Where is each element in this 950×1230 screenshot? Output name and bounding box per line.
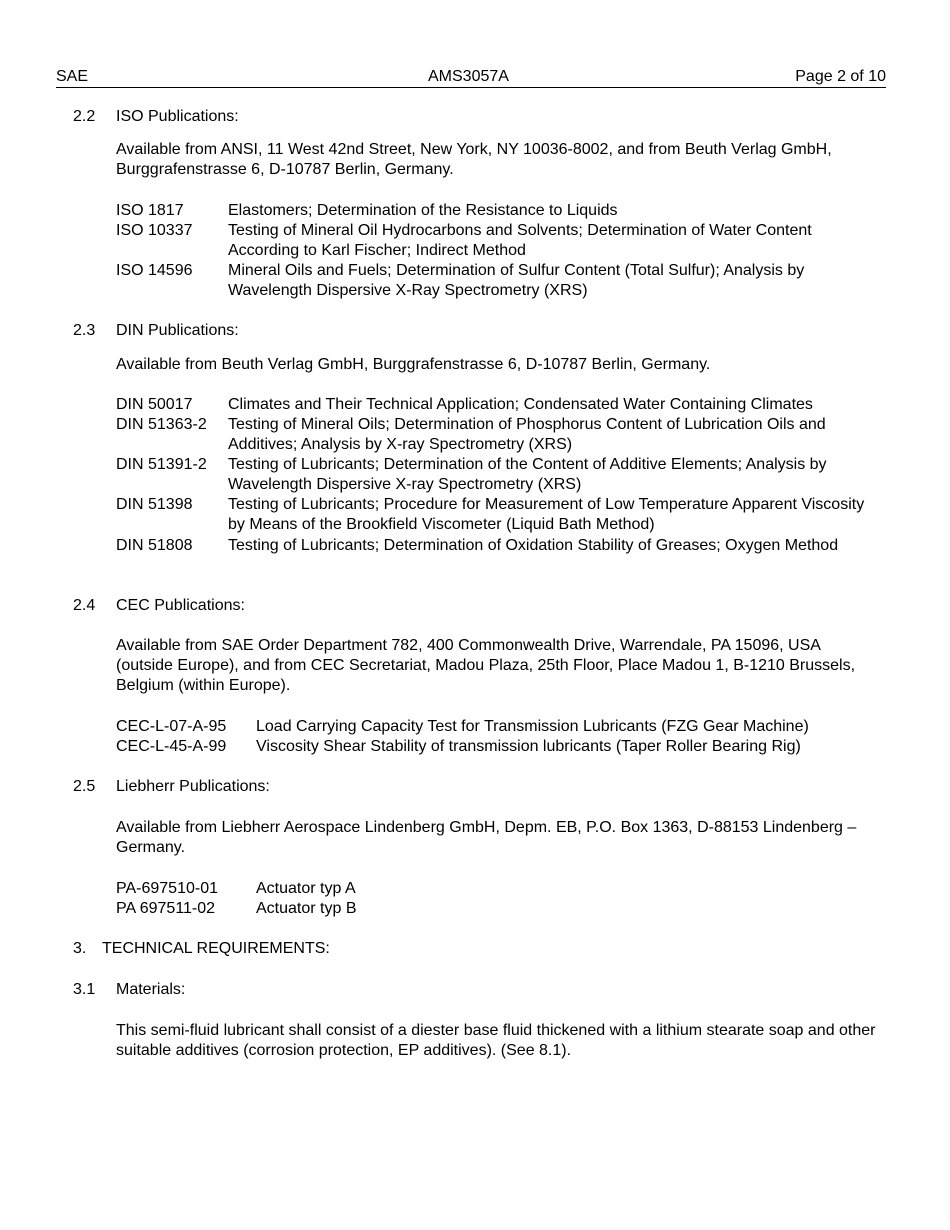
reference-code: CEC-L-07-A-95 — [116, 718, 227, 735]
reference-code: ISO 1817 — [116, 202, 184, 219]
reference-description: Testing of Lubricants; Determination of the Content of Additive Elements; Analysis by Wavelength Dispersive X-ray Spectrometry (XRS) — [228, 456, 827, 493]
page-header — [56, 67, 886, 88]
header-document-number: AMS3057A — [428, 68, 509, 85]
section-title: DIN Publications: — [116, 322, 239, 339]
reference-description: Actuator typ A — [256, 880, 356, 897]
reference-description: Testing of Lubricants; Determination of Oxidation Stability of Greases; Oxygen Method — [228, 537, 839, 554]
reference-description: Actuator typ B — [256, 900, 357, 917]
section-title: ISO Publications: — [116, 108, 239, 125]
reference-description: Testing of Mineral Oils; Determination of Phosphorus Content of Lubrication Oils and Additives; Analysis by X-ray Spectrometry (XRS) — [228, 416, 826, 453]
section-title: Liebherr Publications: — [116, 778, 270, 795]
section-title: CEC Publications: — [116, 597, 245, 614]
header-organization: SAE — [56, 68, 89, 85]
header-page-number: Page 2 of 10 — [795, 68, 886, 85]
section-number: 3.1 — [73, 981, 96, 998]
reference-description: Viscosity Shear Stability of transmission lubricants (Taper Roller Bearing Rig) — [256, 738, 801, 755]
availability-paragraph: Available from Liebherr Aerospace Lindenberg GmbH, Depm. EB, P.O. Box 1363, D-88153 Lindenberg – Germany. — [116, 819, 857, 856]
reference-description: Elastomers; Determination of the Resistance to Liquids — [228, 202, 618, 219]
reference-description: Climates and Their Technical Application; Condensated Water Containing Climates — [228, 396, 813, 413]
section-number: 3. — [73, 940, 87, 957]
reference-description: Testing of Mineral Oil Hydrocarbons and Solvents; Determination of Water Content According to Karl Fischer; Indirect Method — [228, 222, 812, 259]
reference-code: CEC-L-45-A-99 — [116, 738, 227, 755]
section-number: 2.4 — [73, 597, 96, 614]
reference-code: DIN 51391-2 — [116, 456, 207, 473]
reference-code: PA 697511-02 — [116, 900, 216, 917]
materials-paragraph: This semi-fluid lubricant shall consist of a diester base fluid thickened with a lithium stearate soap and other suitable additives (corrosion protection, EP additives). (See 8.1). — [116, 1022, 876, 1059]
section-title: TECHNICAL REQUIREMENTS: — [102, 940, 330, 957]
reference-code: ISO 10337 — [116, 222, 193, 239]
section-number: 2.2 — [73, 108, 96, 125]
section-title: Materials: — [116, 981, 186, 998]
reference-description: Load Carrying Capacity Test for Transmission Lubricants (FZG Gear Machine) — [256, 718, 809, 735]
section-number: 2.3 — [73, 322, 96, 339]
reference-code: DIN 51398 — [116, 496, 193, 513]
availability-paragraph: Available from SAE Order Department 782, 400 Commonwealth Drive, Warrendale, PA 15096, USA (outside Europe), and from CEC Secretariat, Madou Plaza, 25th Floor, Place Madou 1, B-1210 Brussels, Belgium (within Europe). — [116, 637, 856, 694]
section-number: 2.5 — [73, 778, 96, 795]
reference-code: ISO 14596 — [116, 262, 193, 279]
reference-code: PA-697510-01 — [116, 880, 218, 897]
availability-paragraph: Available from Beuth Verlag GmbH, Burggrafenstrasse 6, D-10787 Berlin, Germany. — [116, 356, 711, 373]
reference-description: Mineral Oils and Fuels; Determination of Sulfur Content (Total Sulfur); Analysis by Wavelength Dispersive X-Ray Spectrometry (XRS) — [228, 262, 805, 299]
reference-description: Testing of Lubricants; Procedure for Measurement of Low Temperature Apparent Viscosity by Means of the Brookfield Viscometer (Liquid Bath Method) — [228, 496, 865, 533]
availability-paragraph: Available from ANSI, 11 West 42nd Street, New York, NY 10036-8002, and from Beuth Verlag GmbH, Burggrafenstrasse 6, D-10787 Berlin, Germany. — [116, 141, 832, 178]
reference-code: DIN 51808 — [116, 537, 193, 554]
reference-code: DIN 50017 — [116, 396, 193, 413]
reference-code: DIN 51363-2 — [116, 416, 207, 433]
